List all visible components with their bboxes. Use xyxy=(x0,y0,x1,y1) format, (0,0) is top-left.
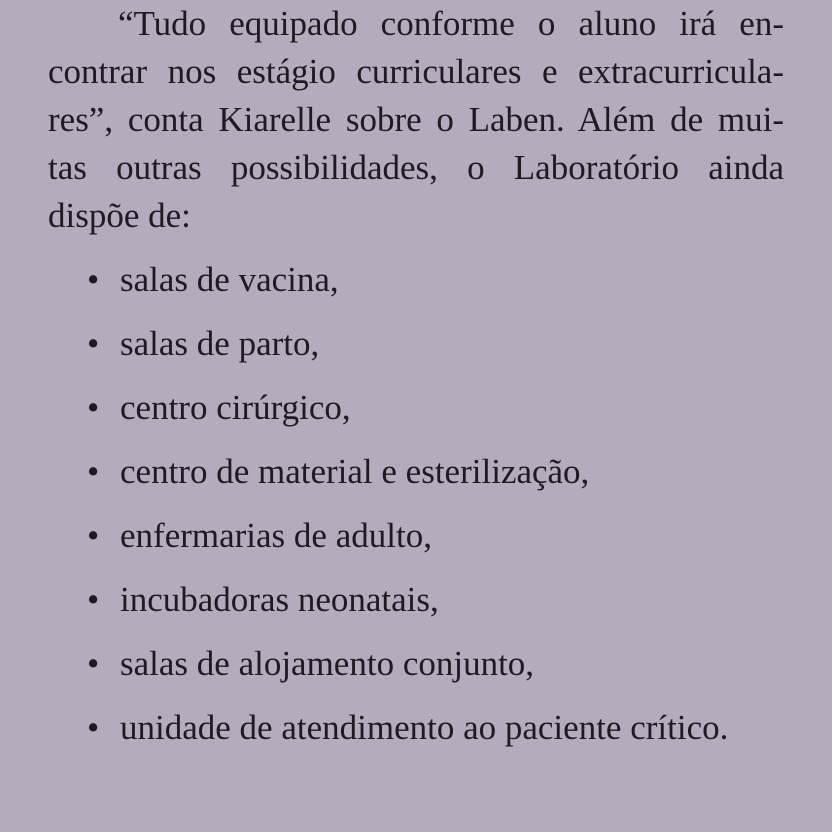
list-item-text: salas de alojamento conjunto, xyxy=(120,644,535,683)
list-item xyxy=(48,384,784,432)
bullet-icon: • xyxy=(87,580,100,619)
list-item-text: enfermarias de adulto, xyxy=(120,516,432,555)
list-item xyxy=(48,256,784,304)
bullet-icon: • xyxy=(87,452,100,491)
paragraph-line: tas outras possibilidades, o Laboratório ainda xyxy=(48,148,784,187)
bullet-icon: • xyxy=(87,708,100,747)
bullet-icon: • xyxy=(87,644,100,683)
list-item xyxy=(48,448,784,496)
intro-paragraph xyxy=(48,0,784,240)
list-item-text: unidade de atendimento ao paciente crítico. xyxy=(120,708,729,747)
facilities-list xyxy=(48,256,784,752)
list-item xyxy=(48,320,784,368)
list-item-text: centro cirúrgico, xyxy=(120,388,351,427)
paragraph-line: dispõe de: xyxy=(48,196,191,235)
paragraph-line: contrar nos estágio curriculares e extracurricula- xyxy=(48,52,784,91)
paragraph-line: “Tudo equipado conforme o aluno irá en- xyxy=(118,4,784,43)
list-item xyxy=(48,512,784,560)
list-item-text: centro de material e esterilização, xyxy=(120,452,590,491)
bullet-icon: • xyxy=(87,388,100,427)
bullet-icon: • xyxy=(87,324,100,363)
bullet-icon: • xyxy=(87,516,100,555)
bullet-icon: • xyxy=(87,260,100,299)
list-item xyxy=(48,640,784,688)
list-item xyxy=(48,704,784,752)
list-item xyxy=(48,576,784,624)
paragraph-line: res”, conta Kiarelle sobre o Laben. Além de mui- xyxy=(48,100,784,139)
list-item-text: salas de vacina, xyxy=(120,260,339,299)
list-item-text: incubadoras neonatais, xyxy=(120,580,439,619)
list-item-text: salas de parto, xyxy=(120,324,320,363)
